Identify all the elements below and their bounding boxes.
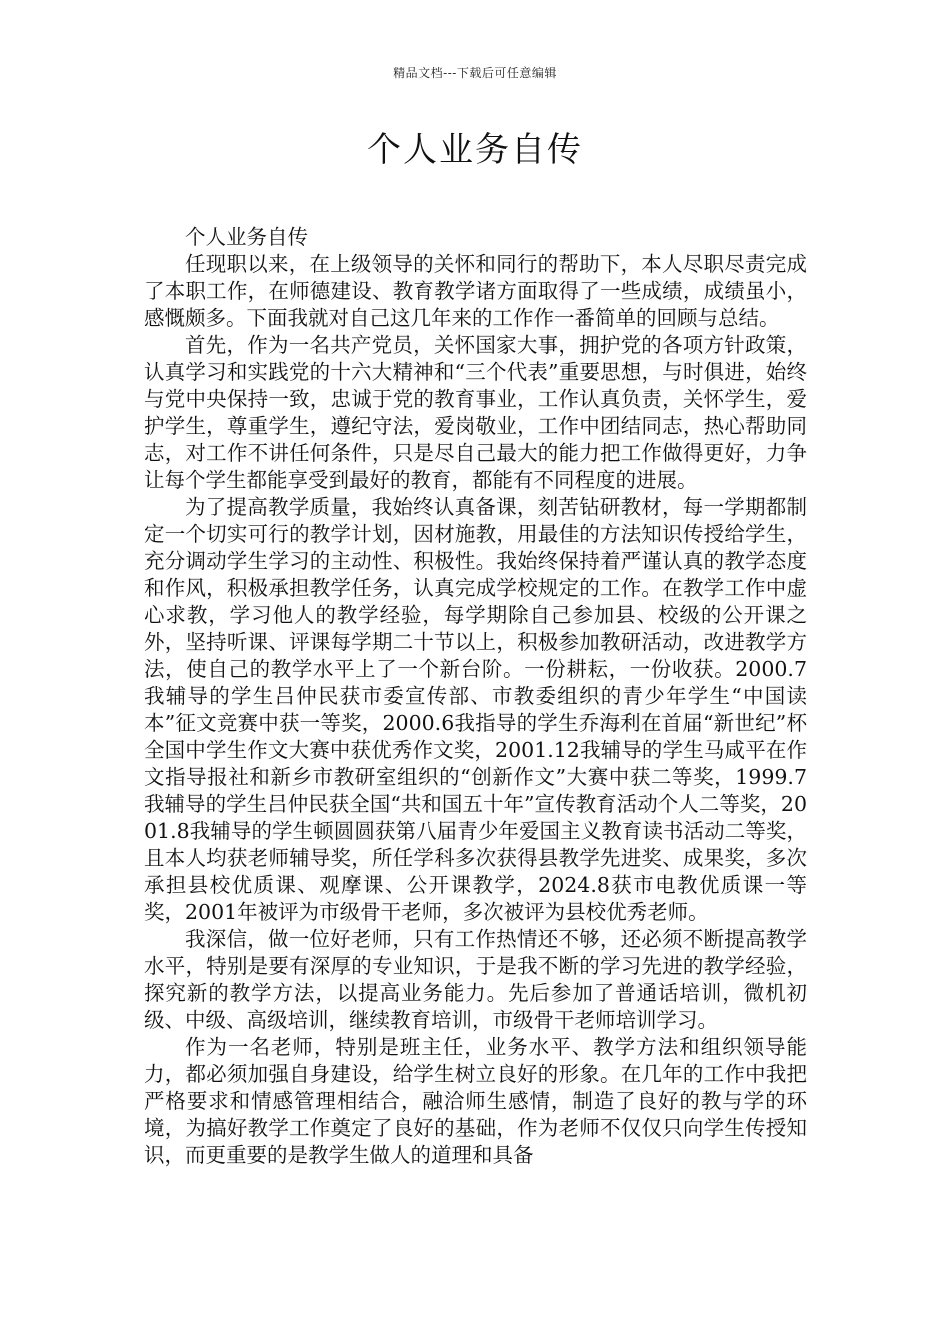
paragraph-class-teacher: 作为一名老师，特别是班主任，业务水平、教学方法和组织领导能力，都必须加强自身建设，给学生树立良好的形象。在几年的工作中我把严格要求和情感管理相结合，融洽师生感情，制造了良好的教与学的环境，为搞好教学工作奠定了良好的基础，作为老师不仅仅只向学生传授知识，而更重要的是教学生做人的道理和具备 xyxy=(144,1035,807,1167)
paragraph-learning: 我深信，做一位好老师，只有工作热情还不够，还必须不断提高教学水平，特别是要有深厚的专业知识，于是我不断的学习先进的教学经验，探究新的教学方法，以提高业务能力。先后参加了普通话培训，微机初级、中级、高级培训，继续教育培训，市级骨干老师培训学习。 xyxy=(144,927,807,1032)
document-title: 个人业务自传 xyxy=(367,130,583,170)
paragraph-teaching: 为了提高教学质量，我始终认真备课，刻苦钻研教材，每一学期都制定一个切实可行的教学计划，因材施教，用最佳的方法知识传授给学生，充分调动学生学习的主动性、积极性。我始终保持着严谨认真的教学态度和作风，积极承担教学任务，认真完成学校规定的工作。在教学工作中虚心求教，学习他人的教学经验，每学期除自己参加县、校级的公开课之外，坚持听课、评课每学期二十节以上，积极参加教研活动，改进教学方法，使自己的教学水平上了一个新台阶。一份耕耘，一份收获。2000.7我辅导的学生吕仲民获市委宣传部、市教委组织的青少年学生“中国读本”征文竞赛中获一等奖，2000.6我指导的学生乔海利在首届“新世纪”杯全国中学生作文大赛中获优秀作文奖，2001.12我辅导的学生马咸平在作文指导报社和新乡市教研室组织的“创新作文”大赛中获二等奖，1999.7我辅导的学生吕仲民获全国“共和国五十年”宣传教育活动个人二等奖，2001.8我辅导的学生顿圆圆获第八届青少年爱国主义教育读书活动二等奖，且本人均获老师辅导奖，所任学科多次获得县教学先进奖、成果奖，多次承担县校优质课、观摩课、公开课教学，2024.8获市电教优质课一等奖，2001年被评为市级骨干老师，多次被评为县校优秀老师。 xyxy=(144,495,807,924)
page-header-text: 精品文档---下载后可任意编辑 xyxy=(393,66,557,80)
paragraph-intro: 任现职以来，在上级领导的关怀和同行的帮助下，本人尽职尽责完成了本职工作，在师德建设、教育教学诸方面取得了一些成绩，成绩虽小，感慨颇多。下面我就对自己这几年来的工作作一番简单的回顾与总结。 xyxy=(144,252,807,330)
document-body xyxy=(144,224,807,1169)
paragraph-subtitle: 个人业务自传 xyxy=(185,225,308,249)
paragraph-political: 首先，作为一名共产党员，关怀国家大事，拥护党的各项方针政策，认真学习和实践党的十六大精神和“三个代表”重要思想，与时俱进，始终与党中央保持一致，忠诚于党的教育事业，工作认真负责，关怀学生，爱护学生，尊重学生，遵纪守法，爱岗敬业，工作中团结同志，热心帮助同志，对工作不讲任何条件，只是尽自己最大的能力把工作做得更好，力争让每个学生都能享受到最好的教育，都能有不同程度的进展。 xyxy=(144,333,807,492)
